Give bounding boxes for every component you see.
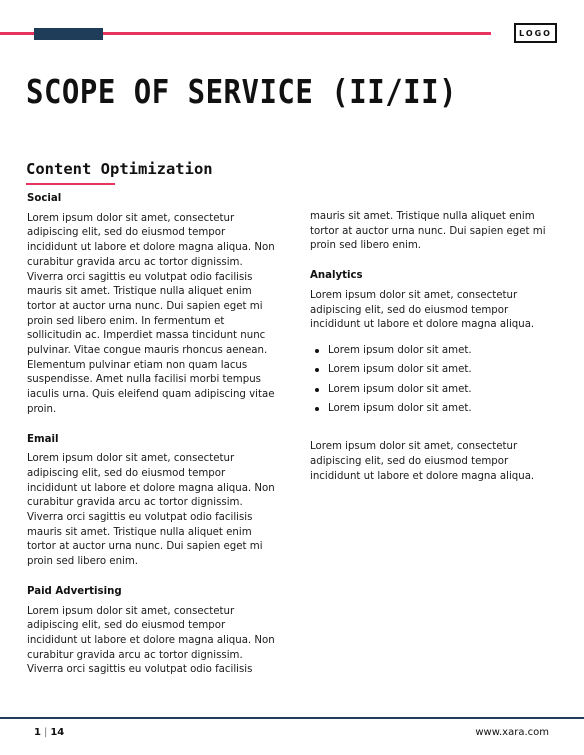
list-item: Lorem ipsum dolor sit amet. — [310, 383, 560, 398]
social-body: Lorem ipsum dolor sit amet, consectetur adipiscing elit, sed do eiusmod tempor incididunt ut labore et dolore magna aliqua. Non curabitur gravida arcu ac tortor dignissim. Viverra orci sagittis eu volutpat odio facilisis mauris sit amet. Tristique nulla aliquet enim tortor at auctor urna nunc. Dui sapien eget mi proin sed libero enim. In fermentum et sollicitudin ac. Imperdiet massa tincidunt nunc pulvinar. Vitae congue mauris rhoncus aenean. Elementum pulvinar etiam non quam lacus suspendisse. Amet nulla facilisi morbi tempus iaculis urna. Quis eleifend quam adipiscing vitae proin. — [27, 212, 275, 415]
section-title-underline — [26, 183, 115, 185]
analytics-heading: Analytics — [310, 270, 363, 282]
right-column — [310, 210, 560, 499]
analytics-body: Lorem ipsum dolor sit amet, consectetur adipiscing elit, sed do eiusmod tempor incididunt ut labore et dolore magna aliqua. — [310, 289, 535, 331]
analytics-closing: Lorem ipsum dolor sit amet, consectetur adipiscing elit, sed do eiusmod tempor incididunt ut labore et dolore magna aliqua. — [310, 441, 535, 482]
analytics-bullet-list — [310, 344, 560, 417]
page-title: SCOPE OF SERVICE (II/II) — [26, 72, 458, 112]
email-body: Lorem ipsum dolor sit amet, consectetur adipiscing elit, sed do eiusmod tempor incididunt ut labore et dolore magna aliqua. Non curabitur gravida arcu ac tortor dignissim. Viverra orci sagittis eu volutpat odio facilisis mauris sit amet. Tristique nulla aliquet enim tortor at auctor urna nunc. Dui sapien eget mi proin sed libero enim. — [27, 453, 275, 568]
website-link[interactable]: www.xara.com — [475, 727, 549, 738]
social-heading: Social — [27, 193, 62, 204]
header-accent-block — [34, 28, 103, 40]
list-item: Lorem ipsum dolor sit amet. — [310, 363, 560, 378]
logo: LOGO — [514, 23, 557, 43]
section-title: Content Optimization — [26, 160, 213, 178]
page-number — [34, 727, 64, 738]
left-column — [27, 192, 277, 693]
paid-advertising-heading: Paid Advertising — [27, 585, 122, 597]
email-heading: Email — [27, 433, 59, 445]
list-item: Lorem ipsum dolor sit amet. — [310, 344, 560, 359]
list-item: Lorem ipsum dolor sit amet. — [310, 402, 560, 417]
total-pages: 14 — [50, 727, 65, 738]
paid-advertising-body: Lorem ipsum dolor sit amet, consectetur adipiscing elit, sed do eiusmod tempor incididunt ut labore et dolore magna aliqua. Non curabitur gravida arcu ac tortor dignissim. Viverra orci sagittis eu volutpat odio facilisis — [27, 605, 275, 676]
footer-rule — [0, 717, 584, 719]
continuation-text: mauris sit amet. Tristique nulla aliquet enim tortor at auctor urna nunc. Dui sapien eget mi proin sed libero enim. — [310, 211, 546, 252]
current-page: 1 — [34, 727, 41, 738]
page-separator: | — [43, 727, 48, 738]
